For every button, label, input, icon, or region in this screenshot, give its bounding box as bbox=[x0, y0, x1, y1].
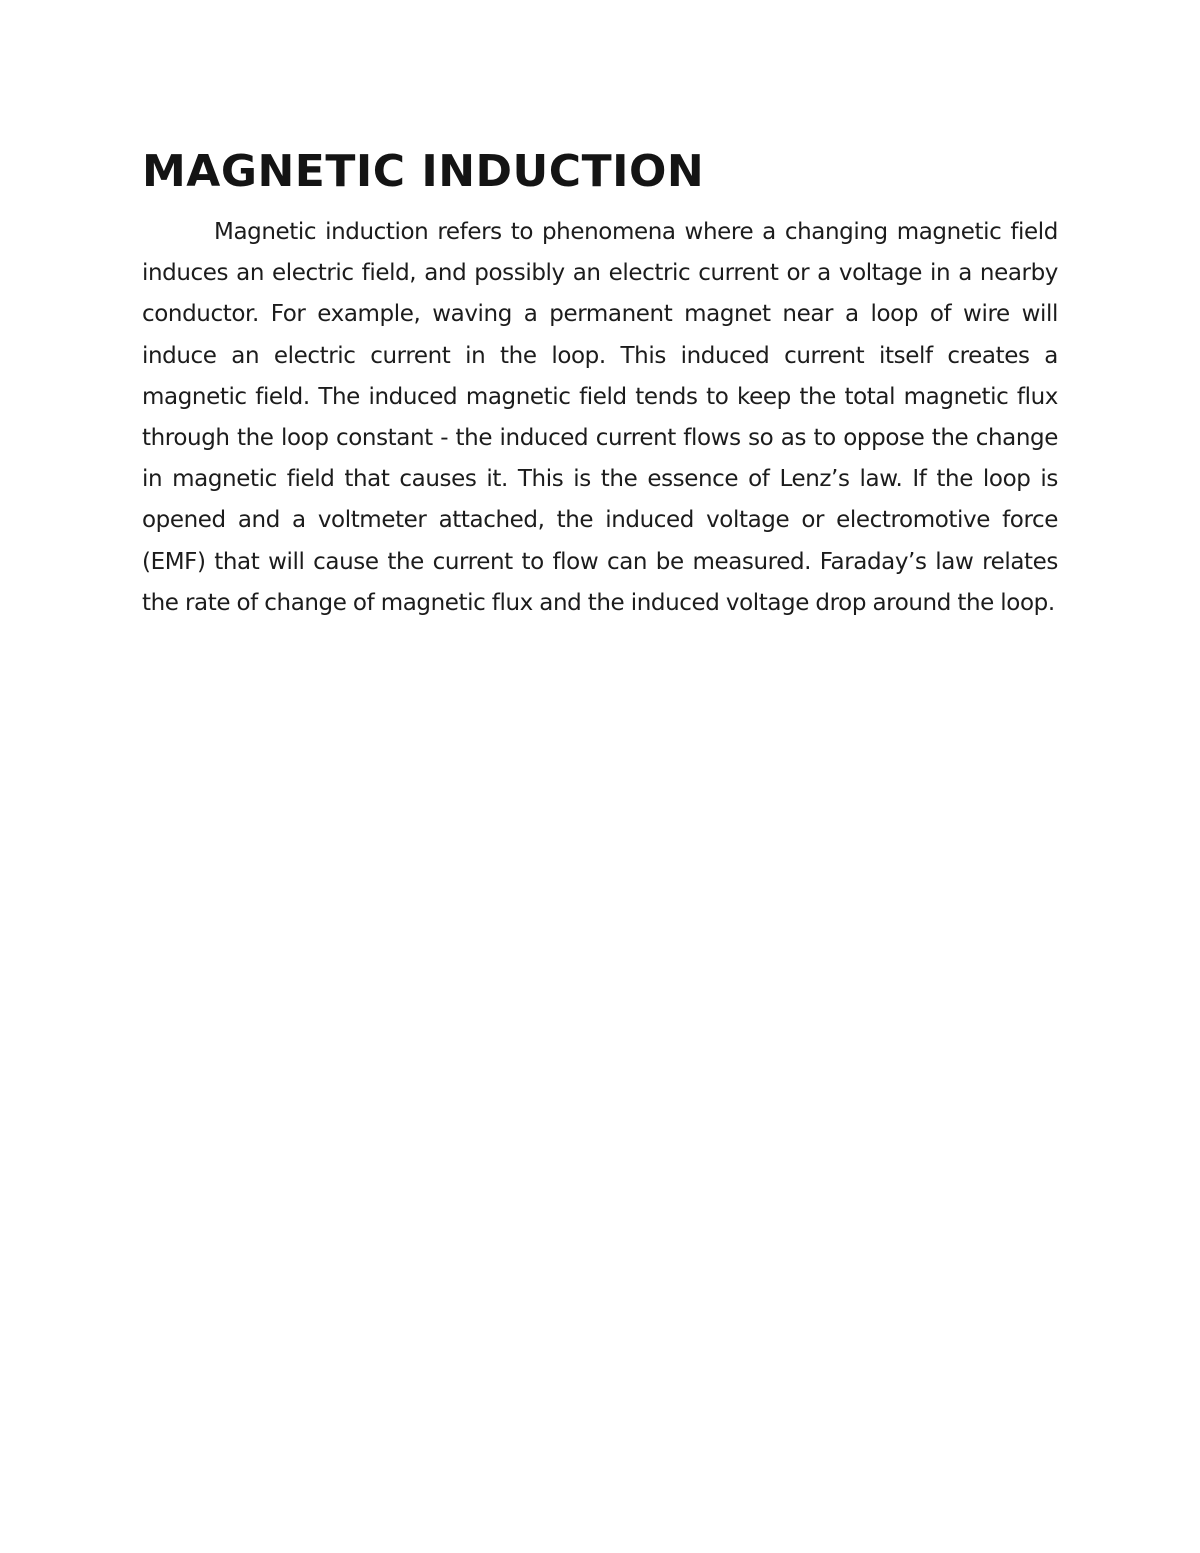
page-title: MAGNETIC INDUCTION bbox=[142, 146, 705, 197]
body-paragraph: Magnetic induction refers to phenomena where a changing magnetic field induces an electric field, and possibly an electric current or a voltage in a nearby conductor. For example, waving a permanent magnet near a loop of wire will induce an electric current in the loop. This induced current itself creates a magnetic field. The induced magnetic field tends to keep the total magnetic flux through the loop constant - the induced current flows so as to oppose the change in magnetic field that causes it. This is the essence of Lenz’s law. If the loop is opened and a voltmeter attached, the induced voltage or electromotive force (EMF) that will cause the current to flow can be measured. Faraday’s law relates the rate of change of magnetic flux and the induced voltage drop around the loop. bbox=[142, 219, 1058, 616]
document-content bbox=[142, 146, 1058, 624]
